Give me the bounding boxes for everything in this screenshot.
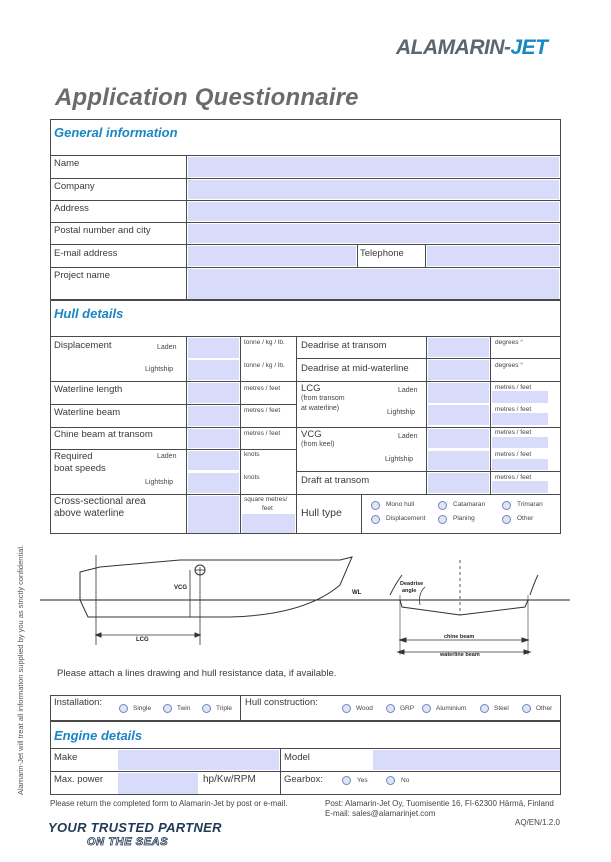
draft-unit-field[interactable]	[492, 481, 548, 493]
hull-construction-label: Hull construction:	[245, 697, 318, 708]
construction-other-radio[interactable]	[522, 704, 531, 713]
lcg-laden-field[interactable]	[428, 383, 489, 403]
deadrise-arc	[420, 587, 425, 605]
installation-label: Installation:	[54, 697, 103, 708]
vcg-laden-label: Laden	[398, 433, 418, 440]
lcg-lightship-unit: metres / feet	[495, 406, 532, 413]
displacement-lightship-field[interactable]	[188, 360, 239, 380]
lcg-laden-label: Laden	[398, 387, 418, 394]
deadrise-mid-label: Deadrise at mid-waterline	[301, 363, 409, 374]
alamarin-jet-logo: ALAMARIN-JET	[396, 36, 548, 59]
model-field[interactable]	[373, 750, 560, 770]
name-field[interactable]	[188, 157, 559, 177]
telephone-label: Telephone	[360, 248, 404, 259]
general-info-header: General information	[54, 125, 178, 140]
installation-single-radio[interactable]	[119, 704, 128, 713]
displacement-label: Displacement	[54, 340, 112, 351]
hull-type-displacement-radio[interactable]	[371, 515, 380, 524]
required-speeds-label-2: boat speeds	[54, 463, 106, 474]
hull-type-planing-label: Planing	[453, 515, 475, 522]
name-label: Name	[54, 158, 80, 169]
gearbox-yes-label: Yes	[357, 777, 368, 784]
waterline-beam-label: Waterline beam	[54, 407, 121, 418]
cross-area-field[interactable]	[188, 496, 239, 533]
gearbox-no-label: No	[401, 777, 410, 784]
vcg-lightship-label: Lightship	[385, 456, 414, 463]
company-field[interactable]	[188, 180, 559, 199]
construction-aluminium-radio[interactable]	[422, 704, 431, 713]
construction-aluminium-label: Aluminium	[436, 705, 467, 712]
page-title: Application Questionnaire	[55, 84, 359, 111]
attach-note: Please attach a lines drawing and hull resistance data, if available.	[57, 668, 337, 679]
required-speeds-label-1: Required	[54, 451, 93, 462]
lcg-lightship-field[interactable]	[428, 405, 489, 425]
email-label: E-mail address	[54, 248, 118, 259]
displacement-lightship-label: Lightship	[145, 366, 174, 373]
installation-twin-radio[interactable]	[163, 704, 172, 713]
cross-area-unit-1: square metres/	[244, 496, 288, 503]
company-label: Company	[54, 181, 95, 192]
deadrise-transom-field[interactable]	[428, 338, 489, 357]
construction-other-label: Other	[536, 705, 553, 712]
hull-diagram	[40, 545, 570, 663]
construction-steel-label: Steel	[494, 705, 509, 712]
hull-type-trimaran-label: Trimaran	[517, 501, 543, 508]
chine-beam-unit: metres / feet	[244, 430, 281, 437]
lcg-laden-unit: metres / feet	[495, 384, 532, 391]
installation-triple-radio[interactable]	[202, 704, 211, 713]
return-note: Please return the completed form to Alamarin-Jet by post or e-mail.	[50, 799, 288, 808]
diagram-waterline-beam-label: waterline beam	[440, 652, 480, 658]
chine-beam-label: Chine beam at transom	[54, 429, 153, 440]
deadrise-mid-unit: degrees °	[495, 362, 523, 369]
logo-main-text: ALAMARIN	[396, 36, 504, 59]
logo-accent-text: JET	[510, 36, 548, 59]
lcg-lightship-label: Lightship	[387, 409, 416, 416]
speed-lightship-unit: knots	[244, 474, 260, 481]
project-label: Project name	[54, 270, 110, 281]
slogan-line-1: YOUR TRUSTED PARTNER	[48, 820, 222, 835]
hull-type-label: Hull type	[301, 507, 342, 519]
construction-grp-radio[interactable]	[386, 704, 395, 713]
max-power-field[interactable]	[118, 773, 198, 794]
vcg-label: VCG	[301, 429, 322, 440]
power-unit-label: hp/Kw/RPM	[203, 774, 256, 785]
speeds-lightship-label: Lightship	[145, 479, 174, 486]
hull-type-displacement-label: Displacement	[386, 515, 426, 522]
lcg-label: LCG	[301, 383, 321, 394]
installation-triple-label: Triple	[216, 705, 233, 712]
hull-type-catamaran-label: Catamaran	[453, 501, 486, 508]
address-field[interactable]	[188, 202, 559, 221]
diagram-vcg-label: VCG	[174, 585, 188, 591]
postal-address: Post: Alamarin-Jet Oy, Tuomisentie 16, FI-62300 Härmä, Finland	[325, 799, 554, 808]
draft-unit: metres / feet	[495, 474, 532, 481]
vcg-sub: (from keel)	[301, 441, 335, 448]
waterline-length-field[interactable]	[188, 383, 239, 403]
chine-beam-field[interactable]	[188, 429, 239, 448]
hull-type-other-radio[interactable]	[502, 515, 511, 524]
lcg-laden-unit-field[interactable]	[492, 391, 548, 403]
diagram-chine-beam-label: chine beam	[444, 634, 475, 640]
diagram-deadrise-label-1: Deadrise	[400, 581, 424, 587]
gearbox-no-radio[interactable]	[386, 776, 395, 785]
postal-label: Postal number and city	[54, 225, 151, 236]
telephone-field[interactable]	[427, 246, 559, 266]
cross-area-label-1: Cross-sectional area	[54, 496, 146, 507]
diagram-wl-label: WL	[352, 590, 362, 596]
displacement-lightship-unit: tonne / kg / lb.	[244, 362, 285, 369]
hull-side-profile	[80, 557, 352, 617]
displacement-laden-label: Laden	[157, 344, 177, 351]
max-power-label: Max. power	[54, 774, 104, 785]
displacement-laden-field[interactable]	[188, 338, 239, 358]
model-label: Model	[284, 752, 310, 763]
speed-laden-unit: knots	[244, 451, 260, 458]
gearbox-label: Gearbox:	[284, 774, 324, 785]
cross-area-label-2: above waterline	[54, 508, 125, 519]
installation-single-label: Single	[133, 705, 152, 712]
speed-lightship-field[interactable]	[188, 473, 239, 493]
address-label: Address	[54, 203, 89, 214]
make-field[interactable]	[118, 750, 279, 770]
project-field[interactable]	[188, 269, 559, 299]
diagram-deadrise-label-2: angle	[402, 588, 417, 594]
hull-type-trimaran-radio[interactable]	[502, 501, 511, 510]
lcg-sub2: at waterline)	[301, 405, 340, 412]
deadrise-transom-label: Deadrise at transom	[301, 340, 387, 351]
vcg-lightship-field[interactable]	[428, 451, 489, 470]
waterline-length-label: Waterline length	[54, 384, 123, 395]
speeds-laden-label: Laden	[157, 453, 177, 460]
hull-type-mono-label: Mono hull	[386, 501, 415, 508]
gearbox-yes-radio[interactable]	[342, 776, 351, 785]
construction-steel-radio[interactable]	[480, 704, 489, 713]
waterline-beam-unit: metres / feet	[244, 407, 281, 414]
engine-details-header: Engine details	[54, 728, 143, 743]
displacement-laden-unit: tonne / kg / lb.	[244, 339, 285, 346]
construction-wood-label: Wood	[356, 705, 373, 712]
waterline-length-unit: metres / feet	[244, 385, 281, 392]
email-field[interactable]	[188, 246, 356, 266]
slogan-line-2: ON THE SEAS	[87, 836, 169, 848]
draft-label: Draft at transom	[301, 475, 370, 486]
deadrise-transom-unit: degrees °	[495, 339, 523, 346]
vcg-laden-field[interactable]	[428, 429, 489, 448]
waterline-beam-field[interactable]	[188, 406, 239, 426]
document-code: AQ/EN/1.2.0	[515, 818, 560, 827]
vcg-laden-unit-field[interactable]	[492, 437, 548, 448]
lcg-sub1: (from transom	[301, 395, 345, 402]
cross-area-unit-field[interactable]	[242, 514, 295, 533]
hull-details-header: Hull details	[54, 306, 124, 321]
hull-type-catamaran-radio[interactable]	[438, 501, 447, 510]
postal-field[interactable]	[188, 224, 559, 243]
construction-grp-label: GRP	[400, 705, 415, 712]
section-bottom	[400, 600, 528, 615]
hull-type-other-label: Other	[517, 515, 534, 522]
confidentiality-note: Alamarin-Jet will treat all information supplied by you as strictly confidential.	[16, 544, 25, 795]
construction-wood-radio[interactable]	[342, 704, 351, 713]
hull-type-planing-radio[interactable]	[438, 515, 447, 524]
installation-twin-label: Twin	[177, 705, 191, 712]
contact-email: E-mail: sales@alamarinjet.com	[325, 809, 436, 818]
lcg-lightship-unit-field[interactable]	[492, 413, 548, 425]
vcg-lightship-unit-field[interactable]	[492, 459, 548, 470]
hull-type-mono-radio[interactable]	[371, 501, 380, 510]
draft-field[interactable]	[428, 473, 489, 493]
make-label: Make	[54, 752, 78, 763]
vcg-laden-unit: metres / feet	[495, 429, 532, 436]
deadrise-mid-field[interactable]	[428, 360, 489, 380]
cross-area-unit-2: feet	[262, 505, 273, 512]
speed-laden-field[interactable]	[188, 451, 239, 470]
diagram-lcg-label: LCG	[136, 637, 149, 643]
vcg-lightship-unit: metres / feet	[495, 451, 532, 458]
